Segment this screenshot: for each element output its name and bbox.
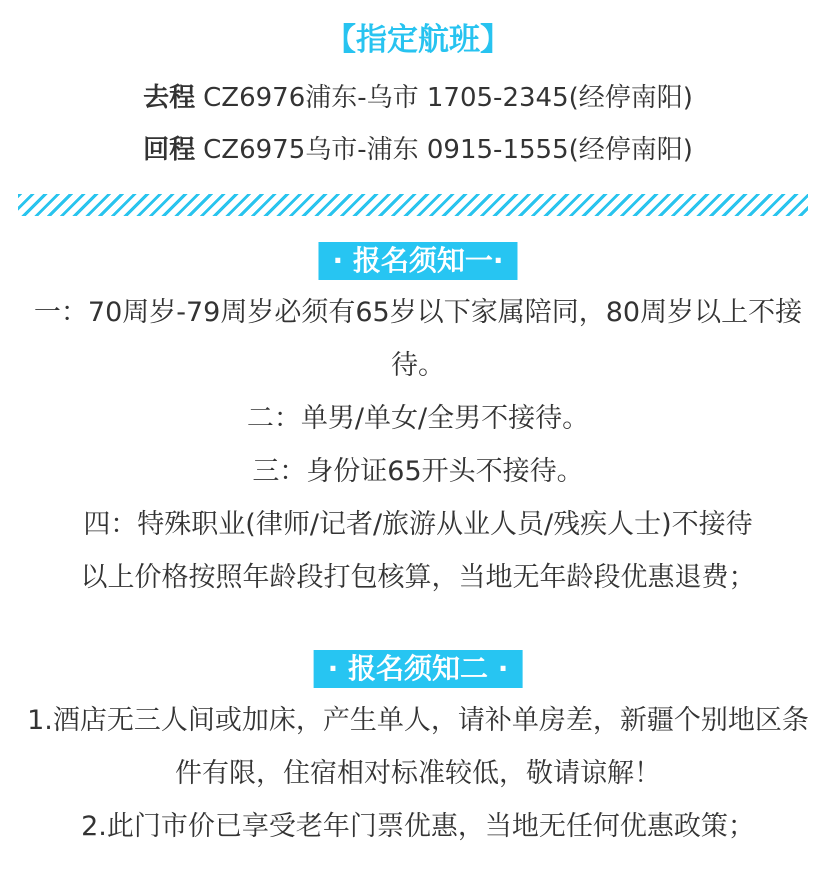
notice-one-item: 以上价格按照年龄段打包核算，当地无年龄段优惠退费； xyxy=(80,562,756,593)
notice-two-heading: · 报名须知二 · xyxy=(314,650,523,688)
notice-one-item: 三：身份证65开头不接待。 xyxy=(252,456,584,487)
notice-two-item: 1.酒店无三人间或加床，产生单人，请补单房差，新疆个别地区条件有限，住宿相对标准较低，敬请谅解！ xyxy=(27,705,809,789)
notice-one-list xyxy=(14,286,822,604)
outbound-flight-line xyxy=(0,78,836,118)
return-label: 回程 xyxy=(143,135,196,165)
notice-one-item: 一：70周岁-79周岁必须有65岁以下家属陪同，80周岁以上不接待。 xyxy=(33,297,803,381)
striped-divider xyxy=(18,194,808,216)
return-flight-detail: CZ6975乌市-浦东 0915-1555(经停南阳) xyxy=(203,135,693,165)
return-flight-line xyxy=(0,130,836,170)
notice-two-item: 2.此门市价已享受老年门票优惠，当地无任何优惠政策； xyxy=(81,811,755,842)
notice-one-item: 二：单男/单女/全男不接待。 xyxy=(246,403,590,434)
outbound-label: 去程 xyxy=(143,83,196,113)
notice-one-item: 四：特殊职业(律师/记者/旅游从业人员/残疾人士)不接待 xyxy=(83,509,753,540)
notice-two-list xyxy=(14,694,822,853)
notice-one-heading: · 报名须知一· xyxy=(318,242,517,280)
outbound-flight-detail: CZ6976浦东-乌市 1705-2345(经停南阳) xyxy=(203,83,693,113)
flight-section-title: 【指定航班】 xyxy=(325,22,511,58)
